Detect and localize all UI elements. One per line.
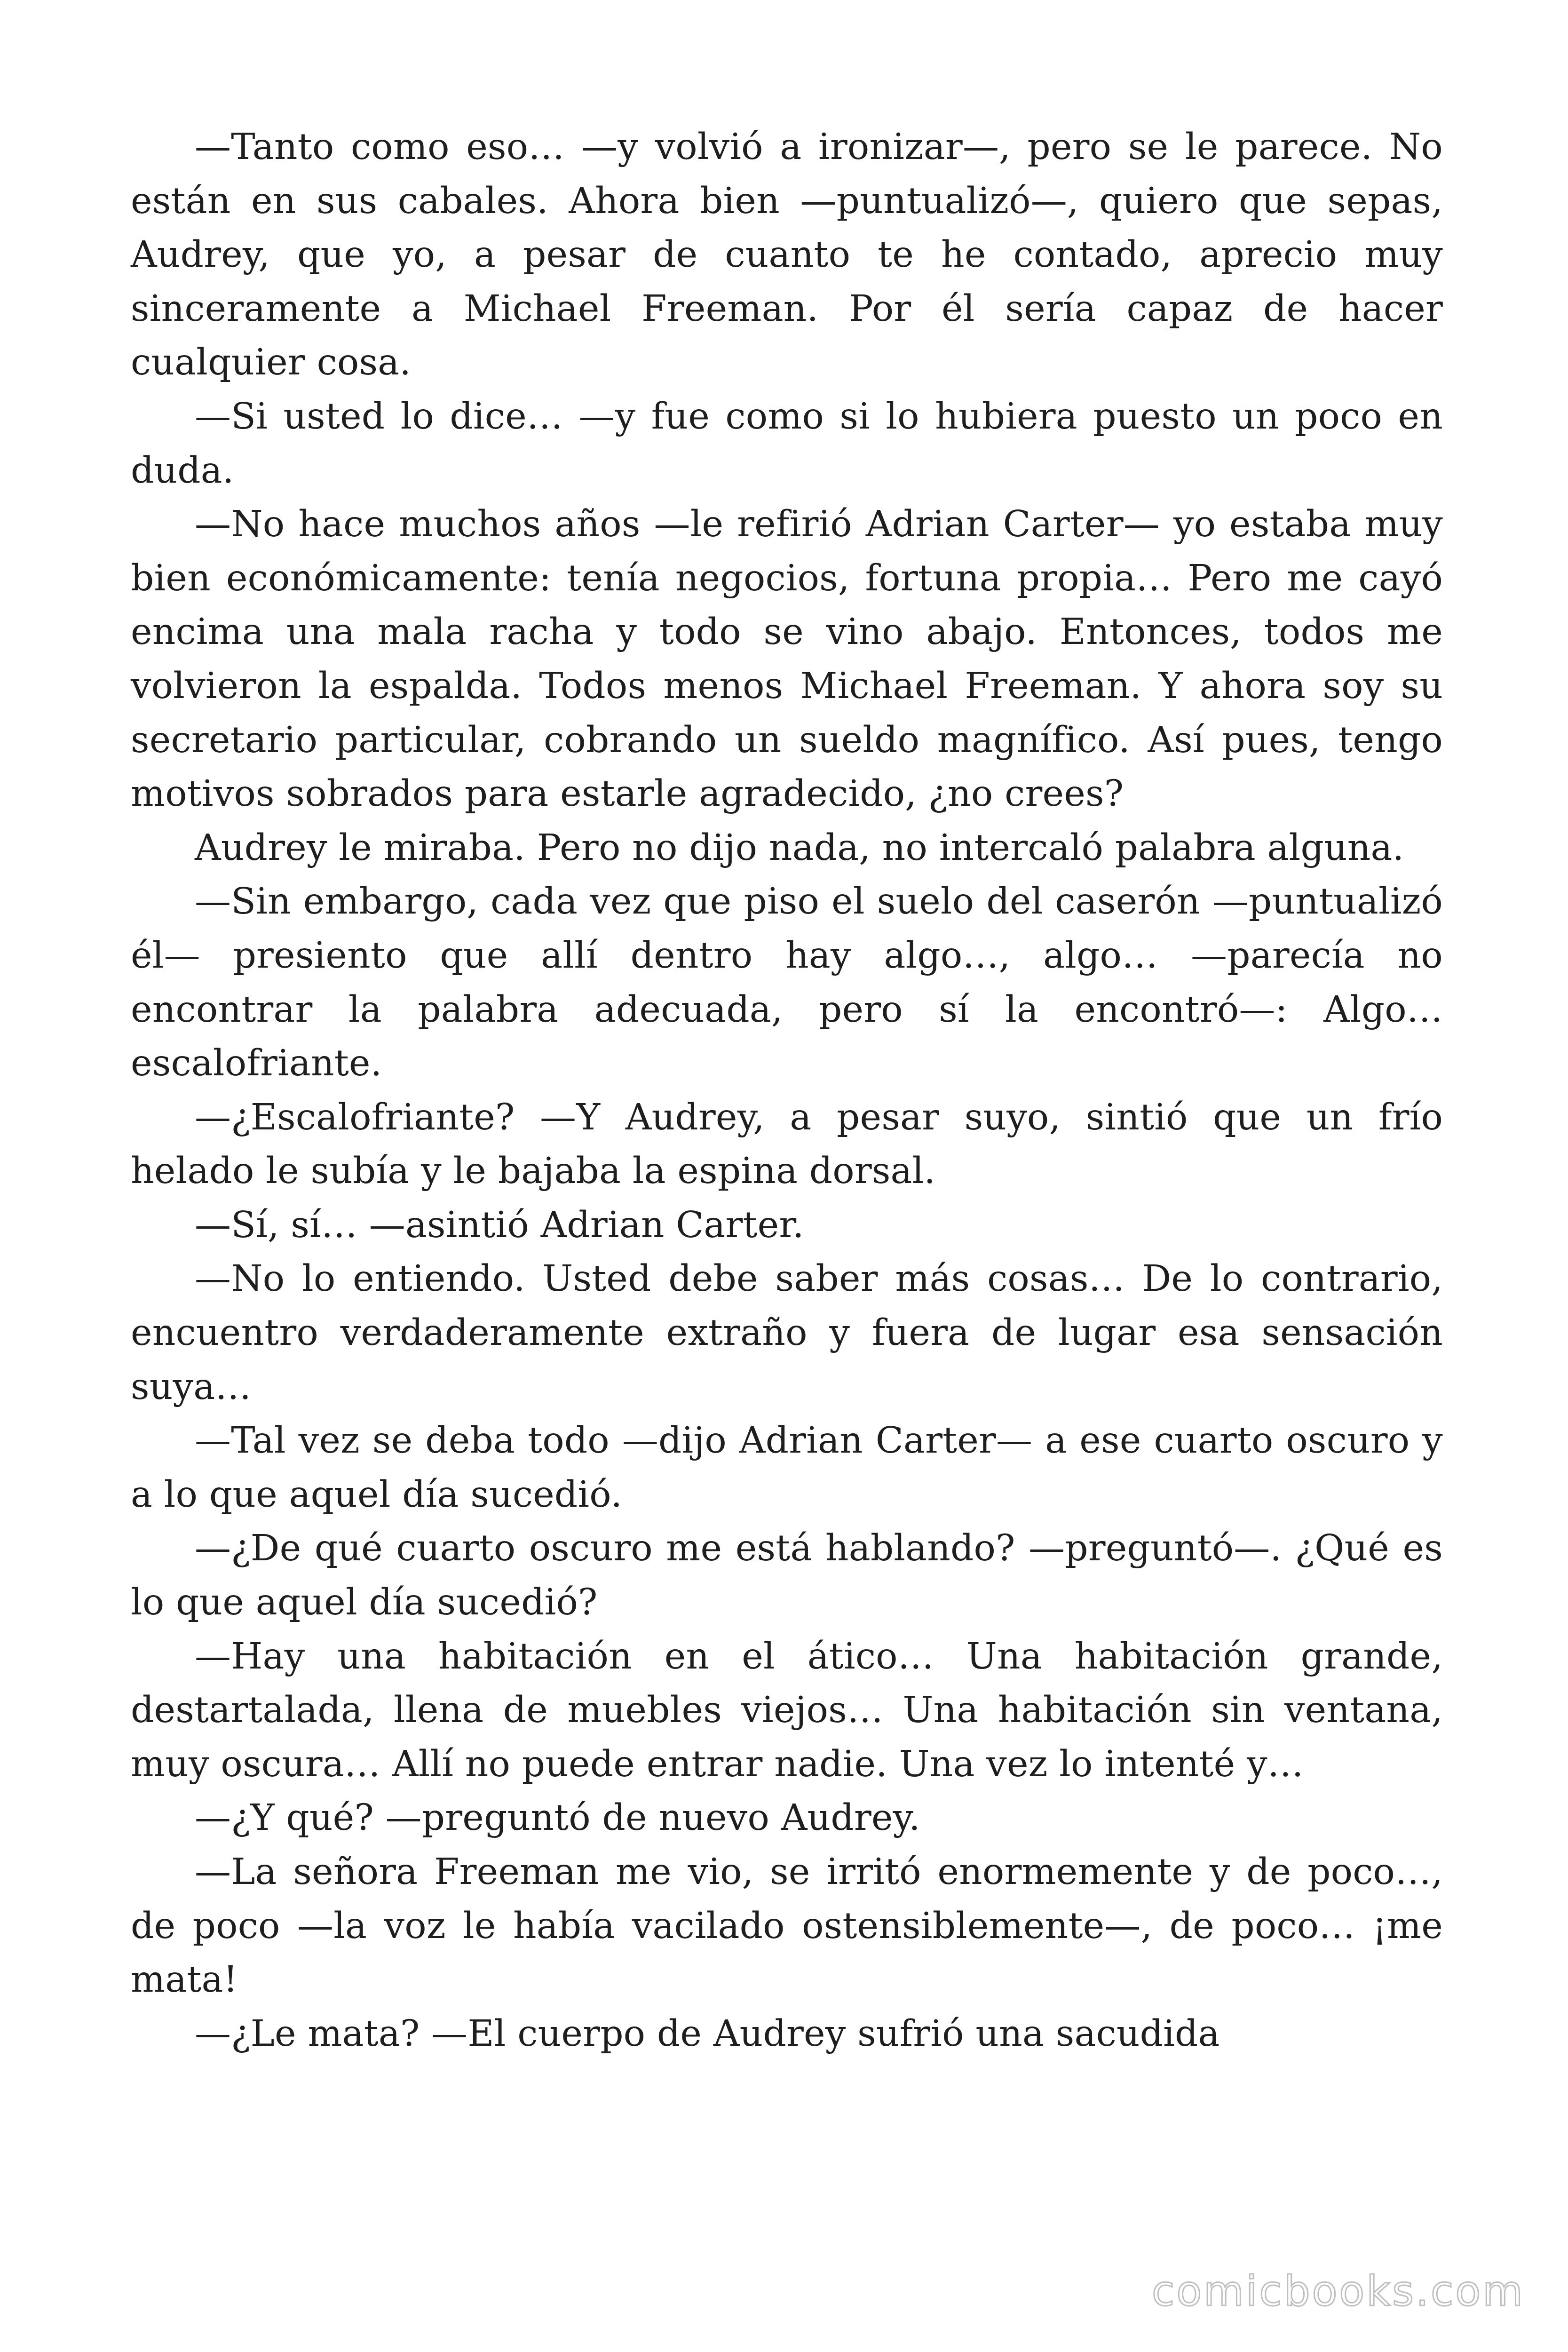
paragraph-13: —La señora Freeman me vio, se irritó enormemente y de poco…, de poco —la voz le había vacilado ostensiblemente—, de poco… ¡me mata! [131, 1851, 1443, 2001]
paragraph-1: —Tanto como eso… —y volvió a ironizar—, pero se le parece. No están en sus cabales. Ahora bien —puntualizó—, quiero que sepas, Audrey, que yo, a pesar de cuanto te he contado, aprecio muy sinceramente a Michael Freeman. Por él sería capaz de hacer cualquier cosa. [131, 126, 1443, 384]
paragraph-14: —¿Le mata? —El cuerpo de Audrey sufrió una sacudida [195, 2012, 1220, 2055]
paragraph-3: —No hace muchos años —le refirió Adrian Carter— yo estaba muy bien económicamente: tenía negocios, fortuna propia… Pero me cayó encima una mala racha y todo se vino abajo. Entonces, todos me volvieron la espalda. Todos menos Michael Freeman. Y ahora soy su secretario particular, cobrando un sueldo magnífico. Así pues, tengo motivos sobrados para estarle agradecido, ¿no crees? [131, 503, 1443, 815]
paragraph-10: —¿De qué cuarto oscuro me está hablando? —preguntó—. ¿Qué es lo que aquel día sucedió? [131, 1527, 1443, 1624]
paragraph-11: —Hay una habitación en el ático… Una habitación grande, destartalada, llena de muebles viejos… Una habitación sin ventana, muy oscura… Allí no puede entrar nadie. Una vez lo intenté y… [131, 1635, 1443, 1785]
paragraph-6: —¿Escalofriante? —Y Audrey, a pesar suyo, sintió que un frío helado le subía y le bajaba la espina dorsal. [131, 1096, 1443, 1192]
paragraph-12: —¿Y qué? —preguntó de nuevo Audrey. [195, 1797, 920, 1839]
watermark: comicbooks.com [1151, 2267, 1525, 2315]
paragraph-7: —Sí, sí… —asintió Adrian Carter. [195, 1204, 804, 1246]
paragraph-5: —Sin embargo, cada vez que piso el suelo del caserón —puntualizó él— presiento que allí dentro hay algo…, algo… —parecía no encontrar la palabra adecuada, pero sí la encontró—: Algo… escalofriante. [131, 881, 1443, 1085]
paragraph-4: Audrey le miraba. Pero no dijo nada, no intercaló palabra alguna. [195, 826, 1404, 869]
page-body [131, 120, 1443, 2061]
paragraph-9: —Tal vez se deba todo —dijo Adrian Carter— a ese cuarto oscuro y a lo que aquel día sucedió. [131, 1420, 1443, 1516]
paragraph-8: —No lo entiendo. Usted debe saber más cosas… De lo contrario, encuentro verdaderamente extraño y fuera de lugar esa sensación suya… [131, 1258, 1443, 1408]
paragraph-2: —Si usted lo dice… —y fue como si lo hubiera puesto un poco en duda. [131, 395, 1443, 492]
